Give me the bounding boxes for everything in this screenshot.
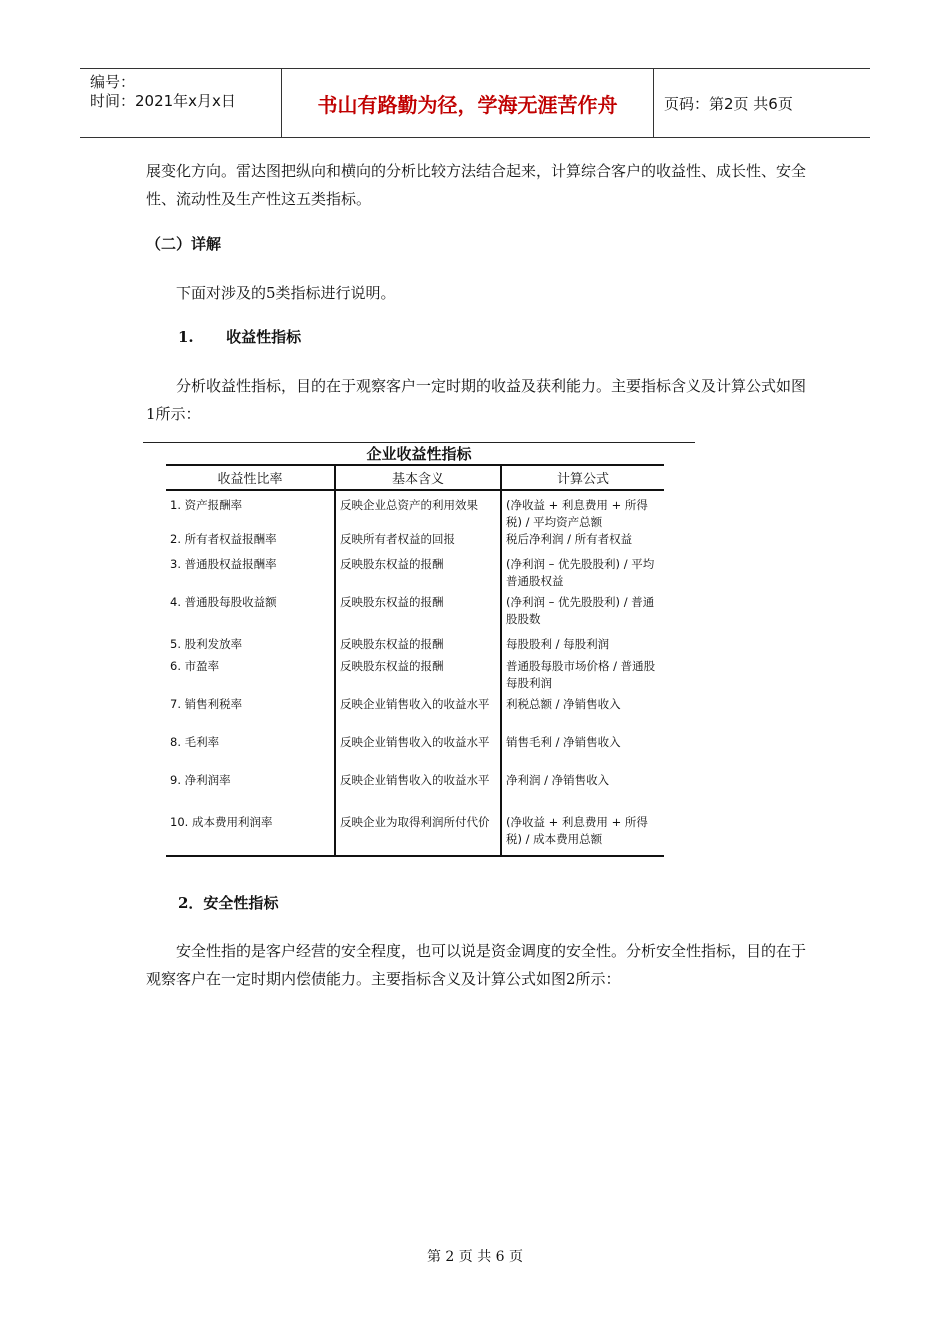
document-time-label: 时间：2021年x月x日: [90, 92, 236, 110]
figure1-title: 企业收益性指标: [366, 445, 472, 463]
meaning-cell: 反映股东权益的报酬: [335, 658, 501, 696]
table-row: [166, 814, 664, 856]
paragraph-profitability: 分析收益性指标，目的在于观察客户一定时期的收益及获利能力。主要指标含义及计算公式如图1所示：: [146, 377, 807, 423]
formula-cell: (净收益 + 利息费用 + 所得税) / 成本费用总额: [501, 814, 664, 856]
item1-heading: [178, 326, 301, 347]
ratio-cell: 7. 销售利税率: [170, 697, 243, 711]
meaning-cell: 反映企业销售收入的收益水平: [335, 734, 501, 772]
ratio-cell: 6. 市盈率: [170, 659, 220, 673]
meaning-cell: 反映股东权益的报酬: [335, 556, 501, 594]
table-row: [166, 594, 664, 636]
meaning-cell: 反映所有者权益的回报: [335, 531, 501, 556]
header-motto: 书山有路勤为径，学海无涯苦作舟: [282, 69, 654, 137]
table-row: [166, 490, 664, 531]
paragraph-radar-chart: 展变化方向。雷达图把纵向和横向的分析比较方法结合起来，计算综合客户的收益性、成长性、安全性、流动性及生产性这五类指标。: [146, 162, 807, 208]
table-row: [166, 658, 664, 696]
formula-cell: (净收益 + 利息费用 + 所得税) / 平均资产总额: [506, 498, 648, 529]
figure1-col-ratio: 收益性比率: [166, 465, 335, 490]
paragraph-safety: 安全性指的是客户经营的安全程度，也可以说是资金调度的安全性。分析安全性指标，目的在于观察客户在一定时期内偿债能力。主要指标含义及计算公式如图2所示：: [146, 942, 807, 988]
ratio-cell: 5. 股利发放率: [170, 637, 243, 651]
ratio-cell: 8. 毛利率: [170, 735, 220, 749]
figure1-col-meaning: 基本含义: [335, 465, 501, 490]
meaning-cell: 反映企业总资产的利用效果: [335, 490, 501, 531]
meaning-cell: 反映企业销售收入的收益水平: [335, 772, 501, 814]
page-header: [80, 68, 870, 138]
table-row: [166, 696, 664, 734]
formula-cell: 销售毛利 / 净销售收入: [506, 735, 621, 749]
formula-cell: 每股股利 / 每股利润: [506, 637, 610, 651]
formula-cell: (净利润 – 优先股股利) / 普通股股数: [506, 595, 655, 626]
formula-cell: 普通股每股市场价格 / 普通股每股利润: [506, 659, 656, 690]
ratio-cell: 9. 净利润率: [170, 773, 231, 787]
formula-cell: (净利润 – 优先股股利) / 平均普通股权益: [506, 557, 655, 588]
header-meta: [80, 69, 282, 137]
header-page-number: 页码：第2页 共6页: [664, 94, 793, 113]
ratio-cell: 10. 成本费用利润率: [166, 814, 335, 856]
meaning-cell: 反映企业销售收入的收益水平: [335, 696, 501, 734]
formula-cell: 净利润 / 净销售收入: [506, 773, 610, 787]
section-heading-details: （二）详解: [146, 235, 222, 253]
table-row: [166, 636, 664, 658]
meaning-cell: 反映股东权益的报酬: [335, 636, 501, 658]
table-row: [166, 556, 664, 594]
page-footer: 第 2 页 共 6 页: [426, 1249, 524, 1265]
ratio-cell: 2. 所有者权益报酬率: [170, 532, 277, 546]
table-row: [166, 772, 664, 814]
paragraph-intro: 下面对涉及的5类指标进行说明。: [176, 284, 396, 302]
meaning-cell: 反映企业为取得利润所付代价: [335, 814, 501, 856]
figure1-header-row: [166, 465, 664, 490]
formula-cell: 税后净利润 / 所有者权益: [506, 532, 633, 546]
formula-cell: 利税总额 / 净销售收入: [506, 697, 621, 711]
item2-heading: 2．安全性指标: [178, 894, 279, 912]
ratio-cell: 1. 资产报酬率: [170, 498, 243, 512]
table-row: [166, 531, 664, 556]
figure1-col-formula: 计算公式: [501, 465, 664, 490]
table-row: [166, 734, 664, 772]
item1-title: 收益性指标: [226, 328, 302, 346]
meaning-cell: 反映股东权益的报酬: [335, 594, 501, 636]
document-number-label: 编号：: [90, 73, 136, 91]
ratio-cell: 4. 普通股每股收益额: [170, 595, 277, 609]
item1-number: 1.: [178, 328, 194, 346]
figure1-table: [166, 464, 664, 857]
ratio-cell: 3. 普通股权益报酬率: [170, 557, 277, 571]
